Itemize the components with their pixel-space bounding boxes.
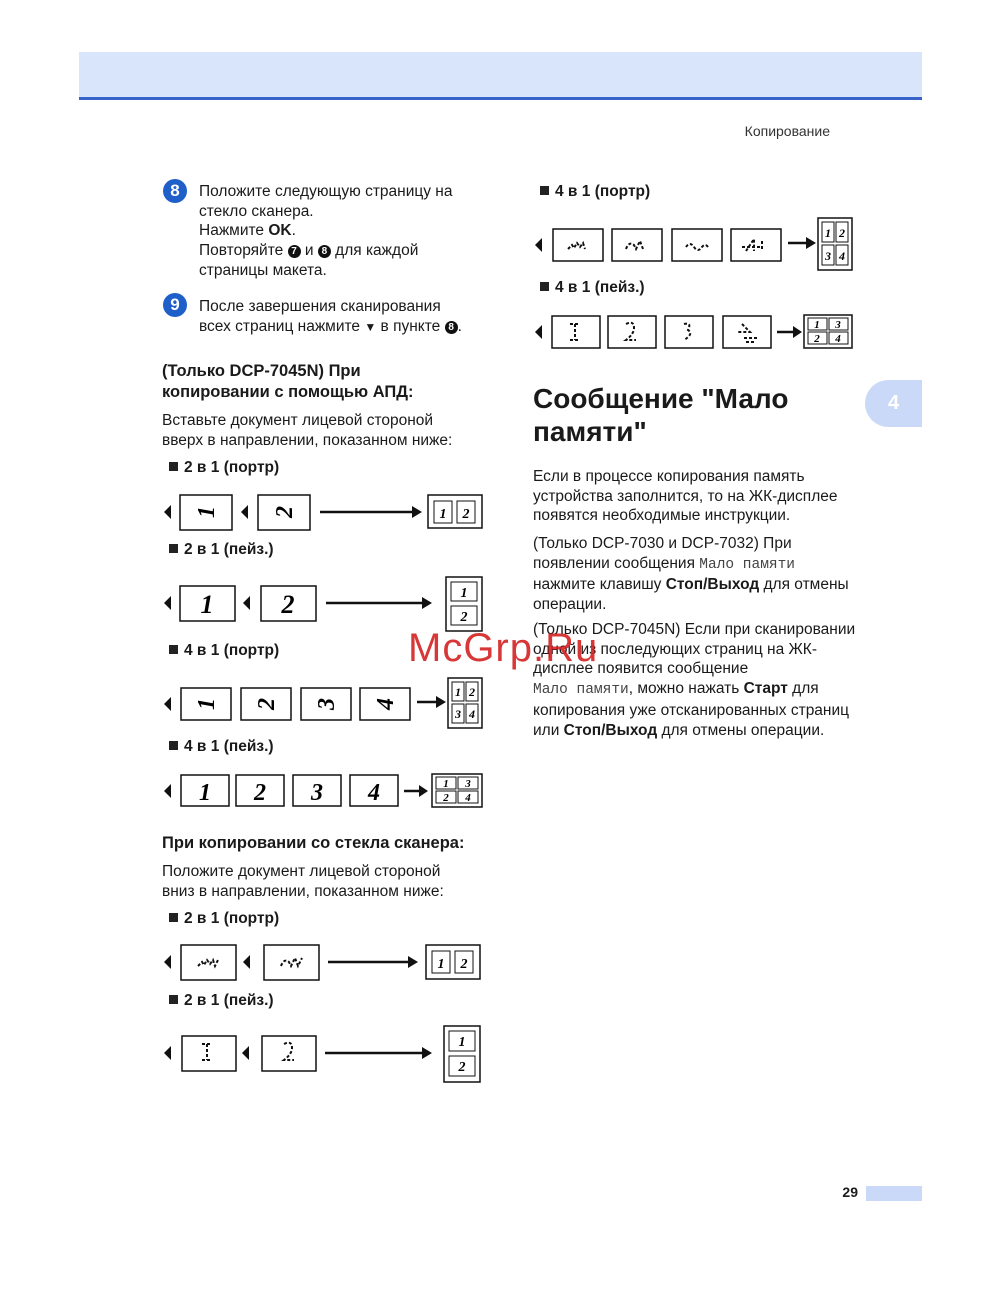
page-number-label: 2 bbox=[839, 226, 845, 240]
memory-paragraph-2 bbox=[533, 534, 873, 615]
glass-item-4in1-landscape bbox=[540, 279, 645, 297]
paragraph-line: устройства заполнится, то на ЖК-дисплее bbox=[533, 487, 838, 505]
paragraph-line: (Только DCP-7045N) Если при сканировании bbox=[533, 621, 856, 638]
step-ref-8: 8 bbox=[318, 245, 331, 258]
page-number-label: 1 bbox=[194, 506, 220, 518]
adf-item-4in1-landscape bbox=[169, 738, 274, 756]
paragraph-line: (Только DCP-7030 и DCP-7032) При bbox=[533, 535, 792, 552]
page-number-label: 3 bbox=[314, 698, 340, 710]
page-number-label: 2 bbox=[469, 685, 475, 699]
glass-item-4in1-portrait bbox=[540, 183, 650, 201]
page-number-label: 2 bbox=[814, 333, 820, 345]
paragraph-line: операции. bbox=[533, 596, 607, 614]
item-label: 4 в 1 (пейз.) bbox=[184, 738, 274, 755]
page-number-label: 2 bbox=[460, 957, 468, 972]
step-8-line: страницы макета. bbox=[199, 261, 327, 279]
press-suffix: . bbox=[291, 222, 296, 240]
item-label: 4 в 1 (портр) bbox=[555, 183, 651, 200]
glass-figure-2in1-landscape bbox=[160, 1024, 490, 1091]
page-number-label: 1 bbox=[814, 319, 820, 331]
adf-item-4in1-portrait bbox=[169, 642, 279, 660]
page-number-label: 2 bbox=[443, 792, 449, 804]
page-number-label: 3 bbox=[825, 249, 831, 263]
step-8-line: стекло сканера. bbox=[199, 202, 314, 220]
running-head: Копирование bbox=[744, 123, 830, 139]
page-number-label: 2 bbox=[254, 780, 266, 806]
memory-paragraph-1 bbox=[533, 467, 873, 526]
paragraph-line: Если в процессе копирования память bbox=[533, 468, 805, 485]
item-label: 4 в 1 (пейз.) bbox=[555, 279, 645, 296]
line-text: . bbox=[457, 317, 462, 335]
line-text: в пункте bbox=[376, 317, 445, 335]
adf-intro-line: вверх в направлении, показанном ниже: bbox=[162, 431, 453, 449]
repeat-mid: и bbox=[300, 242, 318, 260]
page-number-label: 2 bbox=[462, 507, 470, 522]
ok-key: OK bbox=[268, 222, 292, 240]
text: для отмены bbox=[759, 576, 849, 594]
page-number-label: 4 bbox=[373, 698, 399, 710]
item-label: 2 в 1 (портр) bbox=[184, 910, 280, 927]
page-number-label: 1 bbox=[199, 780, 211, 806]
memory-heading-line: Сообщение "Мало bbox=[533, 383, 789, 414]
adf-figure-4in1-landscape bbox=[160, 772, 490, 815]
paragraph-line bbox=[533, 554, 873, 576]
page-number-label: 2 bbox=[254, 698, 280, 710]
paragraph-line: копирования уже отсканированных страниц bbox=[533, 701, 850, 719]
page-number-label: 1 bbox=[439, 507, 447, 522]
step-8-text bbox=[199, 182, 499, 281]
page-number: 29 bbox=[842, 1184, 858, 1200]
page-number-label: 2 bbox=[281, 590, 295, 619]
repeat-end: для каждой bbox=[330, 242, 419, 260]
glass-figure-2in1-portrait bbox=[160, 942, 490, 989]
page-number-label: 3 bbox=[455, 707, 461, 721]
press-prefix: Нажмите bbox=[199, 222, 269, 240]
text: , можно нажать bbox=[628, 680, 744, 698]
stop-exit-key: Стоп/Выход bbox=[665, 576, 760, 594]
page-number-label: 4 bbox=[465, 792, 471, 804]
paragraph-line: дисплее появится сообщение bbox=[533, 660, 749, 678]
item-label: 2 в 1 (пейз.) bbox=[184, 992, 274, 1009]
page-number-label: 1 bbox=[455, 685, 461, 699]
adf-item-2in1-landscape bbox=[169, 541, 274, 559]
glass-figure-4in1-landscape bbox=[530, 312, 860, 359]
glass-intro-line: вниз в направлении, показанном ниже: bbox=[162, 882, 444, 900]
page-number-label: 3 bbox=[311, 780, 323, 806]
item-label: 2 в 1 (пейз.) bbox=[184, 541, 274, 558]
item-label: 2 в 1 (портр) bbox=[184, 459, 280, 476]
text: для bbox=[787, 680, 819, 698]
step-9-line2 bbox=[199, 317, 499, 338]
adf-heading bbox=[162, 361, 492, 403]
adf-heading-line: копировании с помощью АПД: bbox=[162, 383, 414, 401]
glass-item-2in1-portrait bbox=[169, 910, 279, 928]
memory-heading bbox=[533, 382, 853, 448]
chapter-tab: 4 bbox=[865, 380, 922, 427]
page-number-label: 1 bbox=[460, 586, 468, 601]
repeat-text: Повторяйте bbox=[199, 242, 288, 260]
watermark: McGrp.Ru bbox=[408, 626, 599, 670]
page-number-label: 2 bbox=[272, 506, 298, 518]
page-number-label: 2 bbox=[458, 1060, 466, 1075]
adf-intro bbox=[162, 411, 492, 450]
text: появлении сообщения bbox=[533, 554, 700, 572]
page-number-label: 1 bbox=[825, 226, 831, 240]
text: нажмите клавишу bbox=[533, 576, 666, 594]
page-number-label: 1 bbox=[443, 778, 449, 790]
text: или bbox=[533, 721, 564, 739]
glass-item-2in1-landscape bbox=[169, 992, 274, 1010]
page-number-label: 1 bbox=[458, 1035, 466, 1050]
adf-item-2in1-portrait bbox=[169, 459, 279, 477]
glass-intro-line: Положите документ лицевой стороной bbox=[162, 863, 441, 880]
paragraph-line bbox=[533, 721, 878, 741]
page-number-label: 4 bbox=[469, 707, 475, 721]
step-8-press bbox=[199, 221, 499, 241]
page-number-label: 4 bbox=[835, 333, 841, 345]
adf-intro-line: Вставьте документ лицевой стороной bbox=[162, 412, 434, 429]
paragraph-line bbox=[533, 679, 878, 701]
page-number-label: 3 bbox=[465, 778, 471, 790]
text: для отмены операции. bbox=[657, 721, 825, 739]
glass-heading: При копировании со стекла сканера: bbox=[162, 834, 465, 852]
step-8-repeat bbox=[199, 241, 499, 261]
glass-intro bbox=[162, 862, 492, 901]
step-8-line: Положите следующую страницу на bbox=[199, 183, 453, 200]
step-badge-8: 8 bbox=[163, 179, 187, 203]
adf-heading-line: (Только DCP-7045N) При bbox=[162, 362, 361, 380]
paragraph-line: одной из последующих страниц на ЖК- bbox=[533, 640, 817, 658]
footer-band bbox=[866, 1186, 922, 1201]
paragraph-line bbox=[533, 575, 873, 595]
item-label: 4 в 1 (портр) bbox=[184, 642, 280, 659]
page-number-label: 1 bbox=[437, 957, 445, 972]
stop-exit-key: Стоп/Выход bbox=[563, 721, 658, 739]
start-key: Старт bbox=[743, 680, 788, 698]
step-9-line: После завершения сканирования bbox=[199, 298, 441, 315]
adf-figure-4in1-portrait bbox=[160, 676, 490, 739]
page-number-label: 4 bbox=[839, 249, 845, 263]
step-ref-7: 7 bbox=[288, 245, 301, 258]
header-band bbox=[79, 52, 922, 100]
page-number-label: 1 bbox=[194, 698, 220, 710]
step-ref-8: 8 bbox=[445, 321, 458, 334]
lcd-message: Мало памяти bbox=[699, 556, 796, 573]
page-number-label: 4 bbox=[368, 780, 380, 806]
memory-heading-line: памяти" bbox=[533, 416, 647, 447]
down-arrow-key: ▼ bbox=[364, 319, 377, 334]
adf-figure-2in1-portrait bbox=[160, 492, 490, 539]
paragraph-line: появятся необходимые инструкции. bbox=[533, 507, 791, 525]
lcd-message: Мало памяти bbox=[533, 682, 629, 699]
page-number-label: 3 bbox=[835, 319, 841, 331]
glass-figure-4in1-portrait bbox=[530, 215, 860, 280]
step-badge-9: 9 bbox=[163, 293, 187, 317]
page-number-label: 1 bbox=[200, 590, 214, 619]
page-number-label: 2 bbox=[460, 610, 468, 625]
line-text: всех страниц нажмите bbox=[199, 317, 365, 335]
step-9-text bbox=[199, 297, 499, 337]
